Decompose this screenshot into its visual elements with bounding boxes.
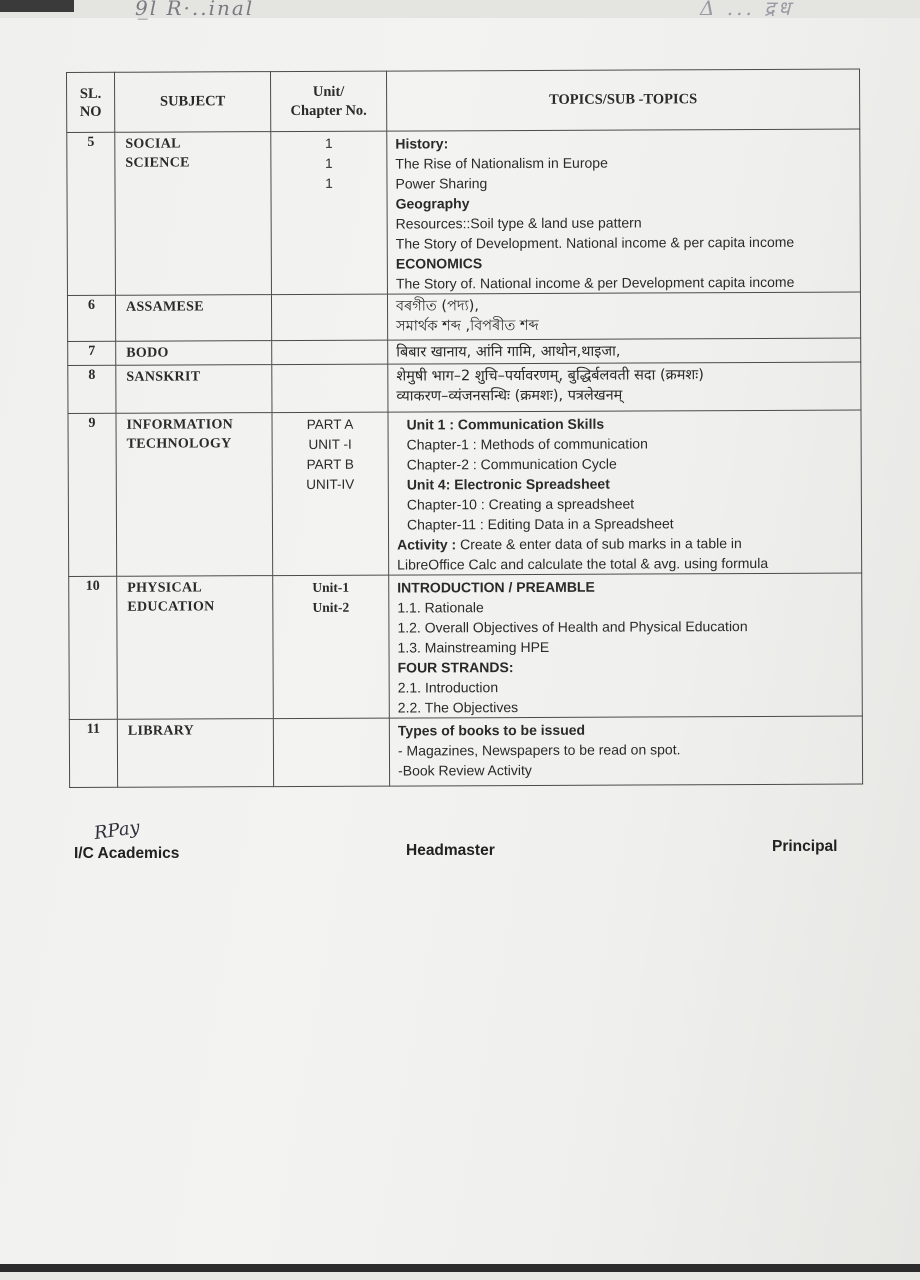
topic-line: Types of books to be issued: [397, 721, 586, 739]
row-subject: [116, 341, 272, 366]
topic-line: Unit 1 : Communication Skills: [406, 415, 605, 433]
row-topics: [388, 338, 861, 364]
row-topics: [388, 362, 861, 412]
topic-line: The Rise of Nationalism in Europe: [395, 154, 608, 172]
row-unit: [272, 412, 389, 576]
unit-line: 1: [325, 155, 333, 171]
subject-line: INFORMATION: [126, 417, 234, 433]
row-unit: [271, 294, 387, 341]
topic-line: Resources::Soil type & land use pattern: [395, 214, 642, 232]
topic-line: FOUR STRANDS:: [397, 659, 514, 676]
subject-line: EDUCATION: [127, 599, 215, 615]
topic-line: शेमुषी भाग–2 शुचि–पर्यावरणम्, बुद्धिर्बलवती सदा (क्रमशः): [396, 367, 704, 385]
topic-line: 1.1. Rationale: [397, 599, 484, 616]
signature-principal: Principal: [772, 838, 838, 855]
bleed-through-text-right: Δ ... द्रध: [700, 0, 794, 20]
table-row: [68, 362, 861, 413]
unit-line: 1: [325, 175, 333, 191]
topic-text: Create & enter data of sub marks in a table in: [456, 535, 742, 553]
signature-ic-academics: I/C Academics: [74, 845, 180, 862]
row-topics: [389, 573, 863, 718]
topic-line: সমাৰ্থক শব্দ ,বিপৰীত শব্দ: [396, 317, 539, 335]
unit-line: 1: [325, 135, 333, 151]
row-unit: [272, 364, 388, 413]
header-topics: TOPICS/SUB -TOPICS: [386, 69, 859, 131]
row-unit: [272, 340, 388, 365]
row-topics: [389, 716, 862, 786]
signature-headmaster: Headmaster: [406, 842, 495, 859]
row-unit: [273, 718, 389, 787]
topic-line: The Story of Development. National income & per capita income: [395, 233, 795, 252]
topic-line: The Story of. National income & per Development capita income: [395, 273, 795, 292]
header-subject: SUBJECT: [115, 72, 271, 133]
syllabus-table: [66, 69, 863, 788]
row-sl-no: 11: [69, 719, 117, 787]
topic-line: व्याकरण–व्यंजनसन्धिः (क्रमशः), पत्रलेखनम्: [396, 387, 623, 405]
unit-line: Unit-2: [312, 599, 350, 615]
unit-line: PART A: [306, 416, 354, 432]
topic-lead: Activity :: [397, 536, 457, 553]
unit-line: UNIT -I: [308, 436, 352, 452]
topic-line: बिबार खानाय, आंनि गामि, आथोन,थाइजा,: [396, 343, 621, 361]
topic-line: [397, 533, 861, 555]
subject-line: TECHNOLOGY: [126, 436, 232, 452]
topic-line: 2.2. The Objectives: [397, 699, 519, 716]
table-row: [69, 573, 863, 719]
bleed-through-text-left: 9̲l R·..inal: [135, 0, 255, 20]
row-unit: [271, 131, 388, 295]
bottom-edge: [0, 1264, 920, 1272]
header-sl-line-2: NO: [79, 103, 102, 120]
row-subject: [117, 719, 273, 788]
topic-line: ECONOMICS: [395, 255, 483, 272]
table-body: [67, 129, 863, 787]
topic-line: LibreOffice Calc and calculate the total & avg. using formula: [397, 554, 769, 573]
row-subject: [116, 413, 273, 577]
row-sl-no: 5: [67, 132, 116, 295]
topic-line: 1.3. Mainstreaming HPE: [397, 638, 550, 656]
subject-line: SOCIAL: [125, 136, 181, 152]
topic-line: Chapter-11 : Editing Data in a Spreadsheet: [406, 515, 674, 533]
topic-line: বৰগীত (পদ্য),: [395, 298, 480, 315]
topic-line: History:: [395, 135, 449, 152]
topic-line: Chapter-1 : Methods of communication: [406, 435, 648, 453]
topic-line: INTRODUCTION / PREAMBLE: [397, 578, 595, 596]
table-header-row: [67, 69, 860, 132]
subject-line: BODO: [126, 345, 169, 361]
unit-line: PART B: [306, 456, 354, 472]
header-unit-line-1: Unit/: [312, 83, 345, 100]
row-subject: [115, 132, 272, 296]
topic-line: Unit 4: Electronic Spreadsheet: [406, 475, 610, 493]
topic-line: Power Sharing: [395, 175, 488, 192]
topic-line: - Magazines, Newspapers to be read on spot.: [397, 741, 681, 759]
subject-line: PHYSICAL: [127, 580, 203, 596]
unit-line: UNIT-IV: [306, 476, 355, 492]
topic-line: 2.1. Introduction: [397, 679, 499, 696]
subject-line: SANSKRIT: [126, 369, 201, 385]
row-unit: [273, 575, 390, 719]
row-subject: [117, 576, 274, 720]
row-sl-no: 6: [67, 295, 115, 341]
table-row: [67, 292, 860, 341]
topic-line: Geography: [395, 195, 470, 212]
row-sl-no: 7: [68, 341, 116, 365]
top-dark-corner: [0, 0, 74, 12]
header-unit: [271, 71, 387, 132]
subject-line: SCIENCE: [125, 155, 190, 171]
row-subject: [115, 295, 271, 342]
row-sl-no: 10: [69, 576, 118, 719]
header-unit-line-2: Chapter No.: [290, 102, 367, 119]
topic-line: 1.2. Overall Objectives of Health and Physical Education: [397, 618, 748, 636]
row-sl-no: 9: [68, 413, 117, 576]
row-topics: [387, 129, 861, 294]
topic-line: Chapter-10 : Creating a spreadsheet: [406, 495, 635, 513]
table-row: [68, 410, 862, 576]
row-topics: [387, 292, 860, 340]
unit-line: Unit-1: [312, 579, 350, 595]
handwritten-signature: RPay: [92, 816, 142, 845]
row-subject: [116, 365, 272, 414]
subject-line: ASSAMESE: [125, 299, 204, 315]
row-topics: [388, 410, 862, 575]
table-row: [67, 129, 861, 295]
header-sl-line-1: SL.: [79, 85, 102, 102]
table-row: [69, 716, 862, 787]
table-row: [68, 338, 861, 365]
topic-line: -Book Review Activity: [398, 761, 532, 779]
row-sl-no: 8: [68, 365, 116, 413]
header-sl-no: [67, 72, 115, 132]
subject-line: LIBRARY: [127, 723, 195, 739]
topic-line: Chapter-2 : Communication Cycle: [406, 455, 617, 473]
